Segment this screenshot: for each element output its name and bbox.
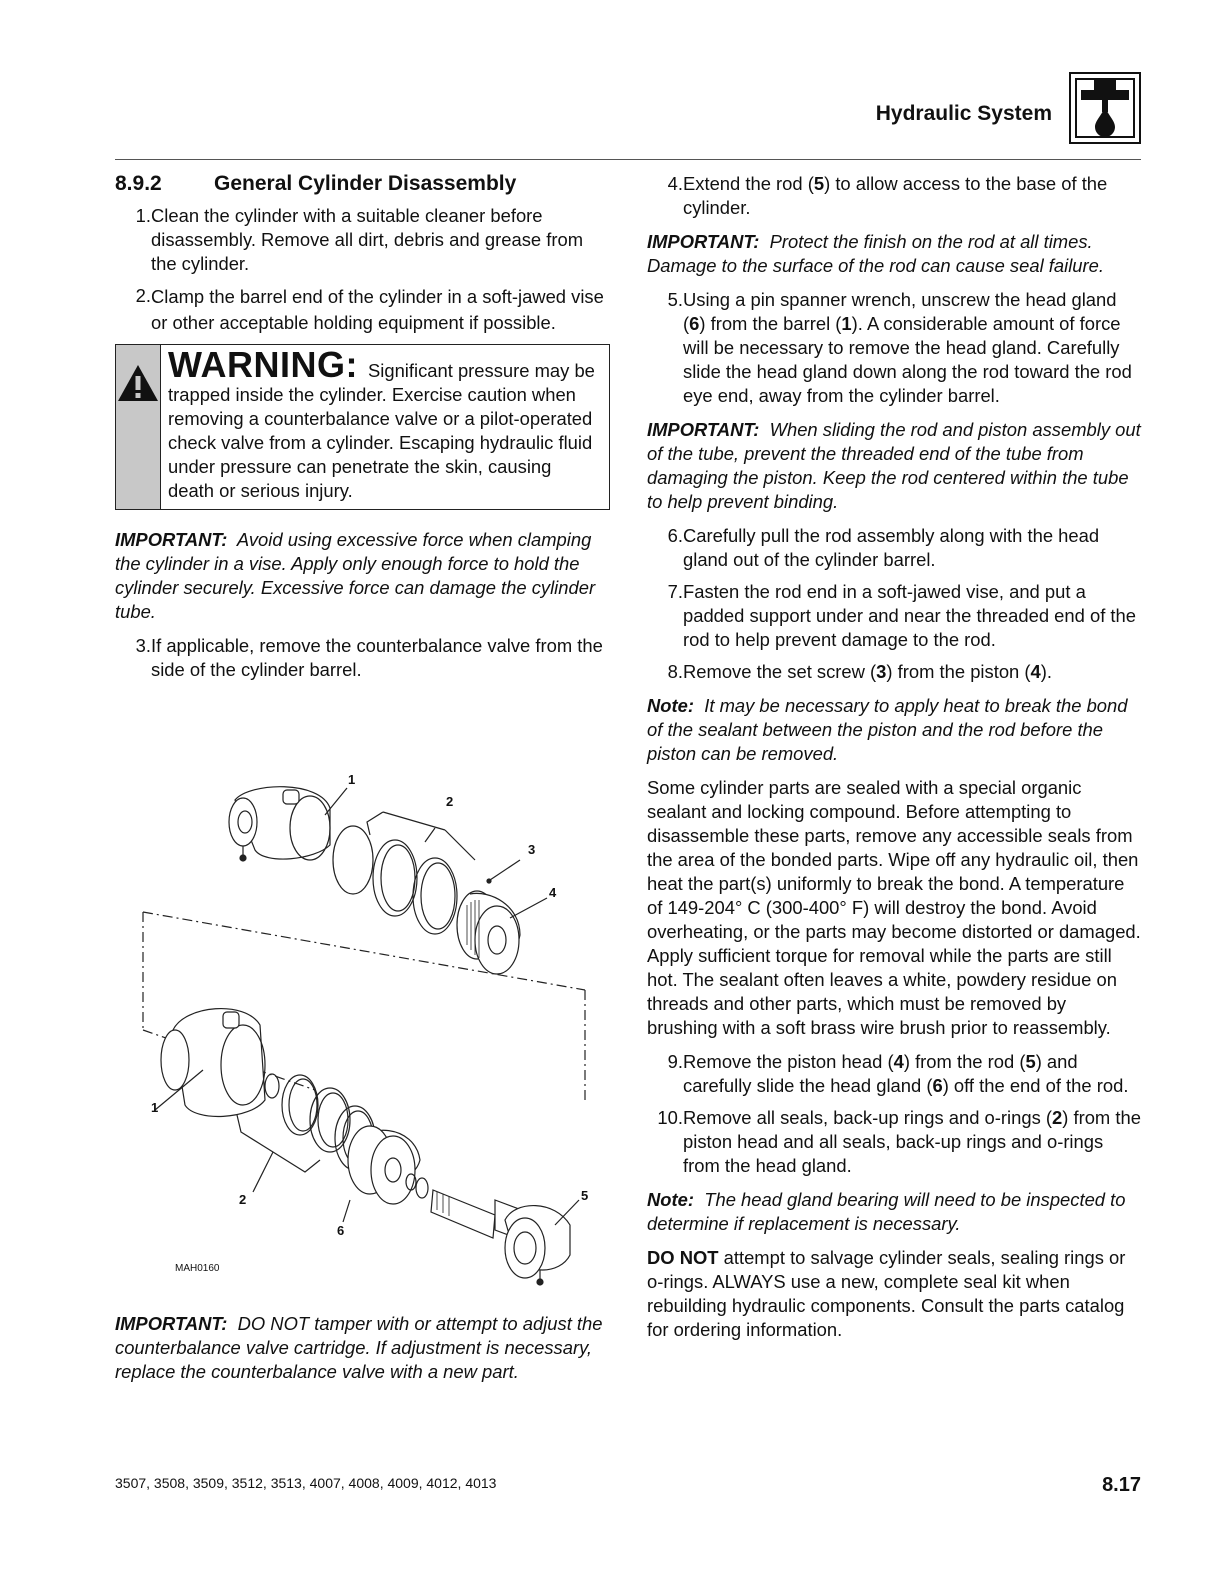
left-bottom [115,1312,610,1384]
callout-4: 4 [549,885,557,900]
warning-body [161,345,609,509]
step-number: 2. [135,285,151,306]
step-text: Remove the piston head ( [683,1051,894,1072]
step-10 [647,1106,1141,1178]
step-text: Clean the cylinder with a suitable cleaner before disassembly. Remove all dirt, debris and grease from the cylinder. [151,205,584,274]
final-text: attempt to salvage cylinder seals, sealing rings or o-rings. ALWAYS use a new, complete seal kit when rebuilding hydraulic components. Consult the parts catalog for ordering information. [647,1247,1126,1340]
important-label: IMPORTANT: [647,419,760,440]
left-column [115,172,610,690]
header-divider [115,159,1141,160]
step-number: 10. [657,1107,683,1128]
step-text: Remove all seals, back-up rings and o-rings ( [683,1107,1052,1128]
ref-number: 5 [813,173,825,194]
steps-list-4 [647,288,1141,408]
footer-models: 3507, 3508, 3509, 3512, 3513, 4007, 4008, 4009, 4012, 4013 [115,1475,497,1491]
callout-6: 6 [337,1223,345,1238]
step-text: ) from the piston ( [886,661,1031,682]
step-text: ) off the end of the rod. [942,1075,1129,1096]
warning-label: WARNING: [168,344,358,385]
step-text: If applicable, remove the counterbalance valve from the side of the cylinder barrel. [151,635,603,680]
step-number: 4. [667,173,683,194]
step-text: Clamp the barrel end of the cylinder in a soft-jawed vise or other acceptable holding equipment if possible. [151,286,604,333]
ref-number: 3 [876,661,887,682]
ref-number: 1 [841,313,852,334]
ref-number: 2 [1052,1107,1063,1128]
steps-list-6 [647,1050,1141,1178]
step-text: Using a pin spanner wrench, unscrew the head gland ( [683,289,1117,334]
callout-5: 5 [581,1188,589,1203]
callout-3: 3 [528,842,536,857]
step-text: ) to allow access to the base of the cylinder. [683,173,1108,218]
important-label: IMPORTANT: [647,231,760,252]
step-number: 8. [667,661,683,682]
note-label: Note: [647,1189,694,1210]
step-4 [647,172,1141,220]
final-paragraph [647,1246,1141,1342]
step-text: Extend the rod ( [683,173,814,194]
step-number: 6. [667,525,683,546]
important-note-2 [115,1312,610,1384]
step-number: 9. [667,1051,683,1072]
ref-number: 4 [1030,661,1041,682]
note-label: Note: [647,695,694,716]
important-note-1 [115,528,610,624]
step-7 [647,580,1141,652]
callout-1-bottom: 1 [151,1100,159,1115]
ref-number: 6 [689,313,700,334]
step-text: Fasten the rod end in a soft-jawed vise, and put a padded support under and near the threaded end of the rod to help prevent damage to the rod. [683,581,1136,650]
important-note-4 [647,418,1141,514]
step-number: 5. [667,289,683,310]
step-1 [115,204,610,276]
warning-text: Significant pressure may be trapped inside the cylinder. Exercise caution when removing a counterbalance valve or a pilot-operated check valve from a cylinder. Escaping hydraulic fluid under pressure can penetrate the skin, causing death or serious injury. [168,360,595,501]
steps-list-3 [647,172,1141,220]
step-text: ). A considerable amount of force will be necessary to remove the head gland. Carefully slide the head gland down along the rod toward the rod eye end, away from the cylinder barrel. [683,313,1132,406]
step-text: ) from the piston head and all seals, back-up rings and o-rings from the head gland. [683,1107,1141,1176]
hydraulic-icon [1069,72,1141,144]
step-text: ) and carefully slide the head gland ( [683,1051,1078,1096]
important-text: DO NOT tamper with or attempt to adjust the counterbalance valve cartridge. If adjustment is necessary, replace the counterbalance valve with a new part. [115,1313,603,1382]
step-6 [647,524,1141,572]
ref-number: 4 [893,1051,904,1072]
step-5 [647,288,1141,408]
important-note-3 [647,230,1141,278]
section-title: General Cylinder Disassembly [214,172,517,195]
section-heading [115,172,610,196]
cylinder-exploded-figure [115,760,610,1300]
note-2 [647,1188,1141,1236]
body-paragraph: Some cylinder parts are sealed with a special organic sealant and locking compound. Before attempting to disassemble these parts, remove any accessible seals from the area of the bonded parts. Wipe off any hydraulic oil, then heat the part(s) uniformly to break the bond. A temperature of 149-204° C (300-400° F) will destroy the bond. Avoid overheating, or the parts may become distorted or damaged. Apply sufficient torque for removal while the parts are still hot. The sealant often leaves a white, powdery residue on threads and other parts, which must be removed by brushing with a soft brass wire brush prior to reassembly. [647,777,1141,1038]
step-text: ). [1040,661,1052,682]
step-3 [115,634,610,682]
step-number: 1. [135,205,151,226]
page-number: 8.17 [1102,1474,1141,1496]
step-number: 7. [667,581,683,602]
right-column [647,172,1141,1352]
page-header-title: Hydraulic System [875,102,1052,125]
warning-box [115,344,610,510]
do-not-label: DO NOT [647,1247,719,1268]
important-text: Avoid using excessive force when clamping the cylinder in a vise. Apply only enough force to hold the cylinder securely. Excessive force can damage the cylinder tube. [115,529,596,622]
note-text: It may be necessary to apply heat to break the bond of the sealant between the piston and the rod before the piston can be removed. [647,695,1128,764]
important-label: IMPORTANT: [115,1313,228,1334]
callout-2-bottom: 2 [239,1192,247,1207]
note-1 [647,694,1141,766]
step-8 [647,660,1141,684]
ref-number: 5 [1025,1051,1036,1072]
important-text: When sliding the rod and piston assembly out of the tube, prevent the threaded end of the tube from damaging the piston. Keep the rod centered within the tube to help prevent binding. [647,419,1141,512]
ref-number: 6 [932,1075,943,1096]
section-number: 8.9.2 [115,172,162,195]
step-text: Remove the set screw ( [683,661,877,682]
warning-sidebar [116,345,161,509]
step-number: 3. [135,635,151,656]
step-9 [647,1050,1141,1098]
steps-list-1 [115,204,610,336]
step-text: ) from the rod ( [903,1051,1026,1072]
steps-list-2 [115,634,610,682]
important-label: IMPORTANT: [115,529,228,550]
steps-list-5 [647,524,1141,684]
callout-1-top: 1 [348,772,356,787]
important-text: Protect the finish on the rod at all times. Damage to the surface of the rod can cause seal failure. [647,231,1104,276]
step-2 [115,284,610,336]
step-text: Carefully pull the rod assembly along with the head gland out of the cylinder barrel. [683,525,1100,570]
note-text: The head gland bearing will need to be inspected to determine if replacement is necessary. [647,1189,1126,1234]
warning-triangle-icon [116,363,160,403]
step-text: ) from the barrel ( [699,313,842,334]
figure-code: MAH0160 [175,1263,220,1274]
callout-2-top: 2 [446,794,454,809]
